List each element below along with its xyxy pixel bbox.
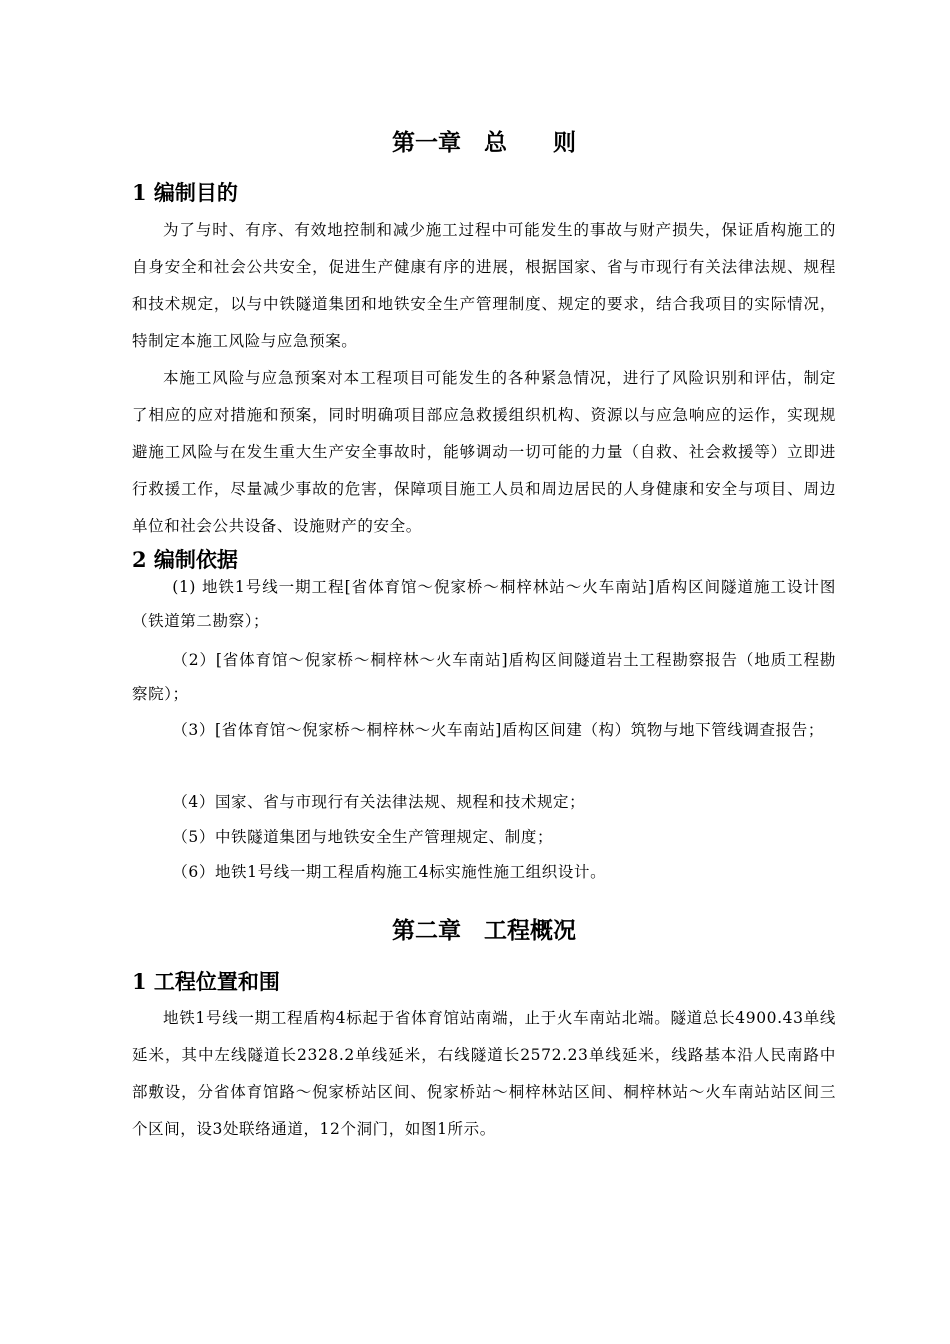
- basis-item-3: （3）[省体育馆～倪家桥～桐梓林～火车南站]盾构区间建（构）筑物与地下管线调查报告；: [172, 721, 824, 739]
- section-1-2-heading: 2 编制依据: [132, 547, 238, 572]
- section-2-1-heading: 1 工程位置和围: [132, 969, 280, 994]
- basis-item-4: （4）国家、省与市现行有关法律法规、规程和技术规定；: [172, 793, 586, 811]
- basis-item-1: (1) 地铁1号线一期工程[省体育馆～倪家桥～桐梓林站～火车南站]盾构区间隧道施工设计图 （铁道第二勘察）；: [132, 578, 836, 630]
- basis-item-2: （2）[省体育馆～倪家桥～桐梓林～火车南站]盾构区间隧道岩土工程勘察报告（地质工程勘察院）；: [132, 651, 836, 703]
- chapter-2-title: 第二章 工程概况: [392, 917, 576, 944]
- section-2-1-paragraph-1: 地铁1号线一期工程盾构4标起于省体育馆站南端，止于火车南站北端。隧道总长4900.43单线延米，其中左线隧道长2328.2单线延米，右线隧道长2572.23单线延米，线路基本沿人民南路中部敷设，分省体育馆路～倪家桥站区间、倪家桥站～桐梓林站区间、桐梓林站～火车南站站区间三个区间，设3处联络通道，12个洞门，如图1所示。: [132, 1009, 836, 1138]
- section-1-1-heading: 1 编制目的: [132, 180, 238, 205]
- basis-item-6: （6）地铁1号线一期工程盾构施工4标实施性施工组织设计。: [172, 863, 607, 881]
- chapter-1-title: 第一章 总 则: [392, 129, 576, 156]
- section-1-1-paragraph-1: 为了与时、有序、有效地控制和减少施工过程中可能发生的事故与财产损失，保证盾构施工的自身安全和社会公共安全，促进生产健康有序的进展，根据国家、省与市现行有关法律法规、规程和技术规定，以与中铁隧道集团和地铁安全生产管理制度、规定的要求，结合我项目的实际情况，特制定本施工风险与应急预案。: [132, 221, 836, 350]
- basis-item-5: （5）中铁隧道集团与地铁安全生产管理规定、制度；: [172, 828, 554, 846]
- section-1-1-paragraph-2: 本施工风险与应急预案对本工程项目可能发生的各种紧急情况，进行了风险识别和评估，制定了相应的应对措施和预案，同时明确项目部应急救援组织机构、资源以与应急响应的运作，实现规避施工风险与在发生重大生产安全事故时，能够调动一切可能的力量（自救、社会救援等）立即进行救援工作，尽量减少事故的危害，保障项目施工人员和周边居民的人身健康和安全与项目、周边单位和社会公共设备、设施财产的安全。: [132, 369, 836, 535]
